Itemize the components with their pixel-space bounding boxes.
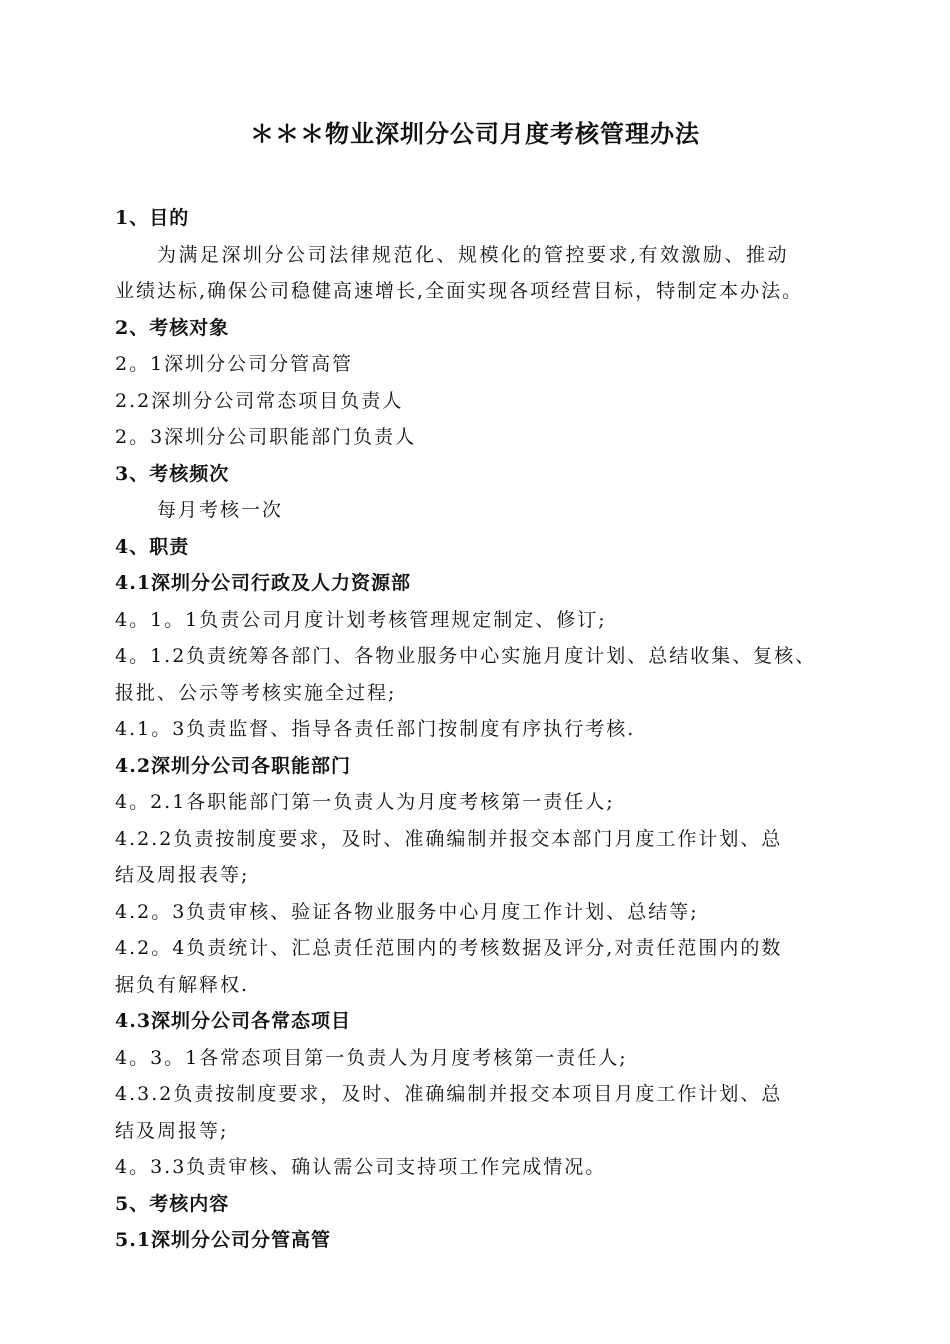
subsection-heading: 4.3深圳分公司各常态项目: [115, 1010, 352, 1032]
list-item: 4.2.2负责按制度要求，及时、准确编制并报交本部门月度工作计划、总: [115, 827, 783, 850]
section-heading-purpose: 1、目的: [115, 207, 190, 229]
list-item-continued: 结及周报表等;: [115, 864, 250, 886]
paragraph-purpose: 为满足深圳分公司法律规范化、规模化的管控要求,有效激励、推动: [157, 243, 790, 266]
section-heading-content: 5、考核内容: [115, 1192, 230, 1215]
list-item: 4。1。1负责公司月度计划考核管理规定制定、修订;: [115, 608, 607, 631]
list-item-continued: 报批、公示等考核实施全过程;: [115, 681, 397, 704]
subsection-heading: 4.2深圳分公司各职能部门: [115, 754, 352, 777]
list-item: 2.2深圳分公司常态项目负责人: [115, 389, 404, 412]
list-item: 4.2。4负责统计、汇总责任范围内的考核数据及评分,对责任范围内的数: [115, 937, 783, 959]
list-item: 4.3.2负责按制度要求，及时、准确编制并报交本项目月度工作计划、总: [115, 1083, 783, 1105]
section-heading-frequency: 3、考核频次: [115, 462, 230, 485]
list-item: 4。2.1各职能部门第一负责人为月度考核第一责任人;: [115, 791, 615, 813]
document-body: [115, 200, 845, 1259]
list-item: 4。3.3负责审核、确认需公司支持项工作完成情况。: [115, 1156, 607, 1178]
section-heading-targets: 2、考核对象: [115, 316, 230, 339]
section-heading-duties: 4、职责: [115, 535, 190, 558]
list-item: 4。1.2负责统筹各部门、各物业服务中心实施月度计划、总结收集、复核、: [115, 645, 817, 667]
subsection-heading: 5.1深圳分公司分管高管: [115, 1229, 332, 1251]
list-item: 4.1。3负责监督、指导各责任部门按制度有序执行考核.: [115, 718, 636, 740]
list-item: 4.2。3负责审核、验证各物业服务中心月度工作计划、总结等;: [115, 900, 699, 923]
subsection-heading: 4.1深圳分公司行政及人力资源部: [115, 572, 412, 594]
paragraph-frequency: 每月考核一次: [157, 499, 284, 521]
document-title: ＊＊＊物业深圳分公司月度考核管理办法: [250, 119, 700, 148]
list-item-continued: 结及周报等;: [115, 1119, 229, 1142]
list-item: 2。3深圳分公司职能部门负责人: [115, 426, 417, 448]
list-item: 2。1深圳分公司分管高管: [115, 353, 354, 375]
list-item-continued: 据负有解释权.: [115, 973, 250, 996]
list-item: 4。3。1各常态项目第一负责人为月度考核第一责任人;: [115, 1046, 628, 1069]
paragraph-purpose-continued: 业绩达标,确保公司稳健高速增长,全面实现各项经营目标，特制定本办法。: [115, 280, 804, 302]
